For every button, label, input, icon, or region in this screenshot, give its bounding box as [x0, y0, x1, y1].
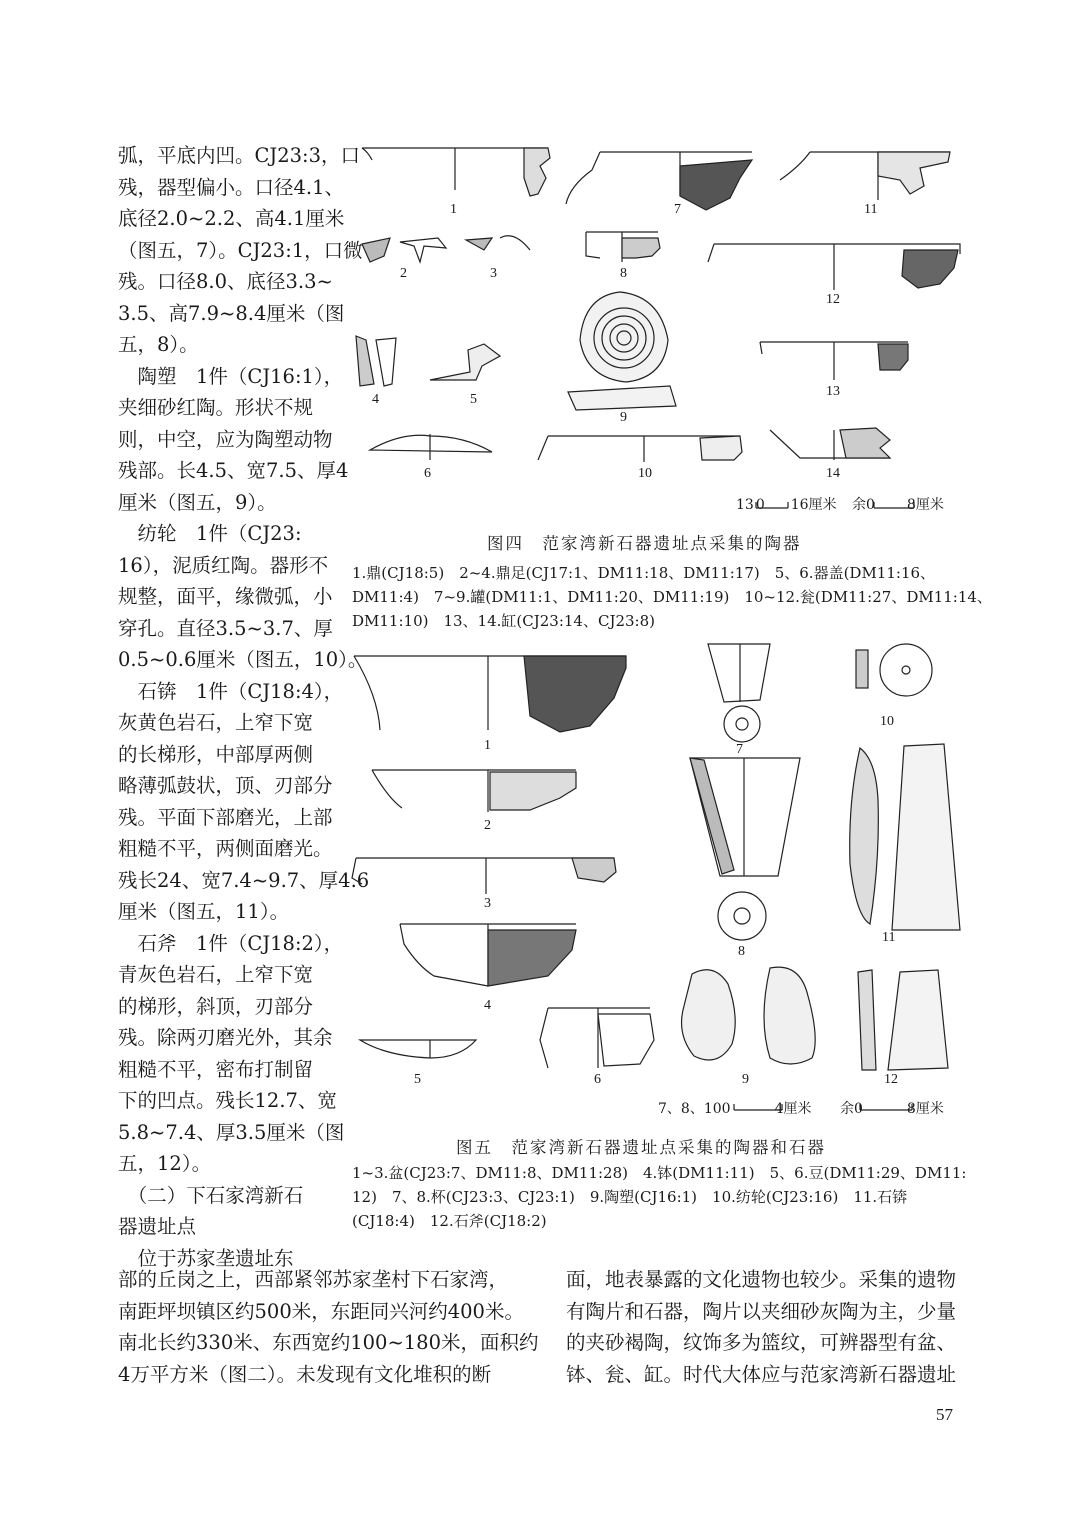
body-text-line: 16），泥质红陶。器形不	[118, 553, 329, 577]
fig5-item-1-drawing	[354, 656, 626, 732]
body-text-line: 粗糙不平，两侧面磨光。	[118, 837, 333, 860]
fig4-label: 6	[424, 466, 431, 481]
body-text-line: 厘米（图五，9）。	[118, 490, 277, 514]
fig4-label: 5	[470, 392, 477, 407]
body-text-line: 弧，平底内凹。CJ23:3，口	[118, 144, 361, 167]
fig4-caption-line: DM11:4) 7~9.罐(DM11:1、DM11:20、DM11:19) 10~12.瓮(DM11:27、DM11:14、	[352, 588, 992, 606]
fig4-label: 2	[400, 266, 407, 281]
body-text-line: 残，器型偏小。口径4.1、	[118, 175, 345, 199]
body-text-line: 略薄弧鼓状，顶、刃部分	[118, 774, 333, 797]
body-text-line: 规整，面平，缘微弧，小	[118, 585, 333, 608]
scale-prefix: 13	[736, 497, 754, 513]
fig5-item-2-drawing	[372, 770, 576, 812]
fig5-label: 8	[738, 944, 745, 959]
fig5-label: 12	[884, 1072, 898, 1087]
fig5-label: 9	[742, 1072, 749, 1087]
body-text-line: 残长24、宽7.4~9.7、厚4.6	[118, 868, 370, 892]
fig5-item-5-drawing	[360, 1040, 476, 1058]
fig5-item-10-drawing	[856, 644, 932, 696]
fig5-label: 11	[882, 930, 896, 945]
body-text-line: 粗糙不平，密布打制留	[118, 1057, 314, 1081]
fig4-label: 9	[620, 410, 627, 425]
body-text-line: 纺轮 1件（CJ23:	[118, 522, 302, 545]
scale-end: 16厘米	[790, 497, 837, 513]
fig5-label: 10	[880, 714, 894, 729]
fig5-label: 4	[484, 998, 491, 1013]
body-text-line: 4万平方米（图二）。未发现有文化堆积的断	[118, 1362, 492, 1386]
body-text-line: 残。口径8.0、底径3.3~	[118, 270, 333, 293]
body-text-line: 南北长约330米、东西宽约100~180米，面积约	[118, 1331, 539, 1354]
fig5-label: 2	[484, 818, 491, 833]
body-text-line: 夹细砂红陶。形状不规	[118, 396, 314, 419]
fig5-label: 1	[484, 738, 491, 753]
scale-zero: 0	[866, 497, 875, 513]
fig5-caption-line: 12) 7、8.杯(CJ23:3、CJ23:1) 9.陶塑(CJ16:1) 10.纺轮(CJ23:16) 11.石锛	[352, 1188, 908, 1206]
scale-end: 8厘米	[906, 1101, 944, 1117]
scale-zero: 0	[755, 497, 765, 513]
fig5-item-3-drawing	[352, 858, 616, 894]
body-text-line: 南距坪坝镇区约500米，东距同兴河约400米。	[118, 1299, 524, 1323]
scale-end: 8厘米	[906, 497, 944, 513]
fig5-item-6-drawing	[540, 1008, 654, 1068]
body-text-line: 石锛 1件（CJ18:4），	[118, 679, 344, 703]
fig4-label: 13	[826, 384, 840, 399]
body-text-line: 青灰色岩石，上窄下宽	[118, 963, 314, 986]
body-text-line: 0.5~0.6厘米（图五，10）。	[118, 648, 368, 671]
fig5-label: 3	[484, 896, 491, 911]
body-text-line: （图五，7）。CJ23:1，口微	[118, 238, 363, 262]
body-text-line: 五，12）。	[118, 1152, 212, 1175]
body-text-line: （二）下石家湾新石	[118, 1183, 304, 1207]
fig4-label: 10	[638, 466, 652, 481]
body-text-line: 灰黄色岩石，上窄下宽	[118, 711, 314, 734]
body-text-line: 穿孔。直径3.5~3.7、厚	[118, 616, 333, 640]
body-text-line: 的夹砂褐陶，纹饰多为篮纹，可辨器型有盆、	[566, 1331, 957, 1354]
fig4-label: 3	[490, 266, 497, 281]
scale-prefix: 7、8、10	[658, 1101, 722, 1117]
scale-zero: 0	[721, 1101, 731, 1117]
fig5-caption-line: (CJ18:4) 12.石斧(CJ18:2)	[352, 1212, 547, 1230]
body-text-line: 下的凹点。残长12.7、宽	[118, 1089, 337, 1112]
body-text-line: 面，地表暴露的文化遗物也较少。采集的遗物	[566, 1268, 957, 1291]
fig5-scale-a	[658, 1098, 811, 1118]
body-text-line: 位于苏家垄遗址东	[118, 1246, 294, 1270]
body-text-line: 残。除两刃磨光外，其余	[118, 1026, 333, 1049]
body-text-line: 陶塑 1件（CJ16:1），	[118, 364, 344, 388]
fig5-item-11-drawing	[850, 744, 960, 930]
fig5-item-8-drawing	[690, 758, 800, 940]
fig4-scale-a	[736, 494, 837, 514]
fig5-caption-line: 1~3.盆(CJ23:7、DM11:8、DM11:28) 4.钵(DM11:11) 5、6.豆(DM11:29、DM11:	[352, 1164, 967, 1182]
body-text-line: 厘米（图五，11）。	[118, 900, 290, 923]
body-text-line: 则，中空，应为陶塑动物	[118, 427, 333, 451]
body-text-line: 部的丘岗之上，西部紧邻苏家垄村下石家湾，	[118, 1268, 509, 1291]
scale-prefix: 余	[852, 497, 866, 513]
fig5-label: 6	[594, 1072, 601, 1087]
body-text-line: 残。平面下部磨光，上部	[118, 805, 333, 829]
fig4-scale-b	[852, 494, 944, 514]
body-text-line: 5.8~7.4、厚3.5厘米（图	[118, 1120, 345, 1144]
fig4-label: 11	[864, 202, 878, 217]
fig4-caption-line: DM11:10) 13、14.缸(CJ23:14、CJ23:8)	[352, 612, 656, 630]
body-text-line: 石斧 1件（CJ18:2），	[118, 931, 344, 955]
scale-end: 4厘米	[774, 1101, 812, 1117]
fig4-caption-line: 1.鼎(CJ18:5) 2~4.鼎足(CJ17:1、DM11:18、DM11:17) 5、6.器盖(DM11:16、	[352, 564, 936, 582]
body-text-line: 残部。长4.5、宽7.5、厚4	[118, 459, 349, 482]
body-text-line: 的长梯形，中部厚两侧	[118, 742, 314, 766]
body-text-line: 底径2.0~2.2、高4.1厘米	[118, 207, 345, 230]
fig4-label: 14	[826, 466, 840, 481]
fig4-label: 1	[450, 202, 457, 217]
scale-zero: 0	[854, 1101, 863, 1117]
body-text-line: 的梯形，斜顶，刃部分	[118, 994, 314, 1018]
fig5-label: 5	[414, 1072, 421, 1087]
fig5-title: 图五 范家湾新石器遗址点采集的陶器和石器	[456, 1138, 826, 1157]
fig4-label: 7	[674, 202, 681, 217]
page-number: 57	[936, 1405, 953, 1424]
body-text-line: 五，8）。	[118, 333, 199, 356]
body-text-line: 有陶片和石器，陶片以夹细砂灰陶为主，少量	[566, 1299, 957, 1323]
fig4-label: 8	[620, 266, 627, 281]
fig4-title: 图四 范家湾新石器遗址点采集的陶器	[487, 534, 802, 553]
fig4-label: 4	[372, 392, 379, 407]
fig5-item-9-drawing-b	[764, 967, 815, 1064]
body-text-line: 3.5、高7.9~8.4厘米（图	[118, 301, 345, 325]
fig5-scale-b	[840, 1098, 944, 1118]
body-text-line: 钵、瓮、缸。时代大体应与范家湾新石器遗址	[566, 1362, 957, 1386]
body-text-line: 器遗址点	[118, 1215, 197, 1238]
fig4-label: 12	[826, 292, 840, 307]
fig5-item-12-drawing	[858, 970, 948, 1070]
scale-prefix: 余	[840, 1101, 854, 1117]
fig5-item-4-drawing	[400, 924, 576, 986]
fig5-label: 7	[736, 742, 743, 757]
fig5-item-7-drawing	[708, 644, 770, 742]
fig5-item-9-drawing-a	[682, 970, 736, 1060]
